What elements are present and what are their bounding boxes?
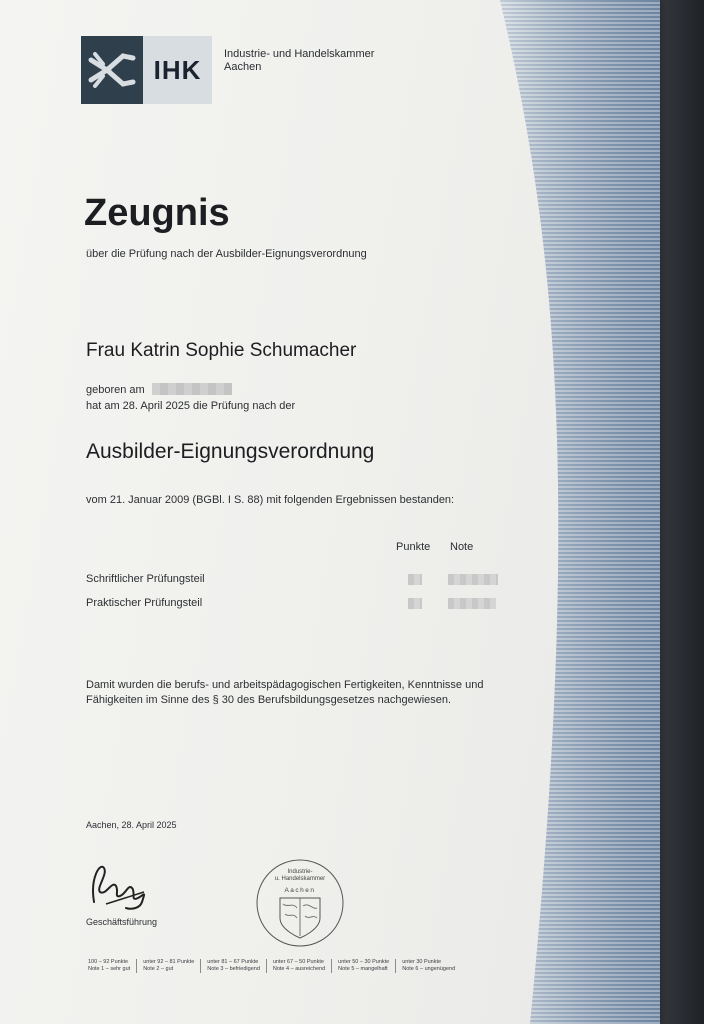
passed-text: hat am 28. April 2025 die Prüfung nach der — [86, 400, 296, 412]
redacted-birthdate — [152, 383, 232, 395]
redacted-points — [408, 574, 422, 585]
exam-name: Ausbilder-Eignungsverordnung — [86, 440, 375, 463]
decorative-wave-stripes — [500, 0, 660, 1024]
grade-scale-item — [332, 959, 396, 973]
grade-scale-item — [201, 959, 267, 973]
grade-scale-points: unter 30 Punkte — [402, 959, 442, 965]
chamber-name-line2: Aachen — [224, 61, 262, 73]
grade-scale-points: 100 – 92 Punkte — [88, 959, 129, 965]
grade-scale-points: unter 92 – 81 Punkte — [143, 959, 195, 965]
grade-scale-item — [267, 959, 332, 973]
seal-text-line2: u. Handelskammer — [274, 876, 326, 882]
grade-scale-grade: Note 2 – gut — [143, 966, 174, 972]
chamber-name — [224, 48, 374, 74]
grade-scale — [88, 959, 461, 973]
grade-scale-item — [137, 959, 201, 973]
result-row-label: Schriftlicher Prüfungsteil — [86, 573, 205, 585]
document-subtitle: über die Prüfung nach der Ausbilder-Eignungsverordnung — [86, 248, 367, 260]
points-column-header: Punkte — [396, 541, 431, 553]
chamber-name-line1: Industrie- und Handelskammer — [224, 48, 375, 60]
ihk-logo-text: IHK — [143, 36, 212, 104]
signature-image — [86, 858, 156, 914]
redacted-grade — [448, 598, 496, 609]
closing-statement: Damit wurden die berufs- und arbeitspädagogischen Fertigkeiten, Kenntnisse und Fähigkeiten im Sinne des § 30 des Berufsbildungsgesetzes nachgewiesen. — [86, 679, 484, 706]
seal-text-line3: Aachen — [284, 887, 316, 894]
document-title: Zeugnis — [84, 192, 230, 234]
grade-scale-grade: Note 3 – befriedigend — [207, 966, 260, 972]
grade-scale-item — [88, 959, 137, 973]
grade-scale-item — [396, 959, 461, 973]
seal-text-line1: Industrie- — [287, 869, 313, 875]
grade-scale-points: unter 81 – 67 Punkte — [207, 959, 259, 965]
grade-scale-points: unter 50 – 30 Punkte — [338, 959, 390, 965]
redacted-points — [408, 598, 422, 609]
management-label: Geschäftsführung — [86, 917, 158, 927]
grade-column-header: Note — [450, 541, 474, 553]
exam-regulation-date: vom 21. Januar 2009 (BGBl. I S. 88) mit folgenden Ergebnissen bestanden: — [86, 494, 455, 506]
ihk-emblem-icon — [81, 36, 143, 104]
ihk-logo — [81, 36, 212, 104]
grade-scale-grade: Note 4 – ausreichend — [272, 966, 326, 972]
recipient-name: Frau Katrin Sophie Schumacher — [86, 340, 357, 361]
grade-scale-grade: Note 6 – ungenügend — [402, 966, 456, 972]
redacted-grade — [448, 574, 498, 585]
result-row-label: Praktischer Prüfungsteil — [86, 597, 203, 609]
grade-scale-grade: Note 5 – mangelhaft — [338, 966, 388, 972]
chamber-seal — [255, 858, 345, 948]
grade-scale-points: unter 67 – 50 Punkte — [272, 959, 324, 965]
place-and-date: Aachen, 28. April 2025 — [86, 820, 177, 830]
born-label: geboren am — [86, 384, 145, 396]
grade-scale-grade: Note 1 – sehr gut — [88, 966, 131, 972]
